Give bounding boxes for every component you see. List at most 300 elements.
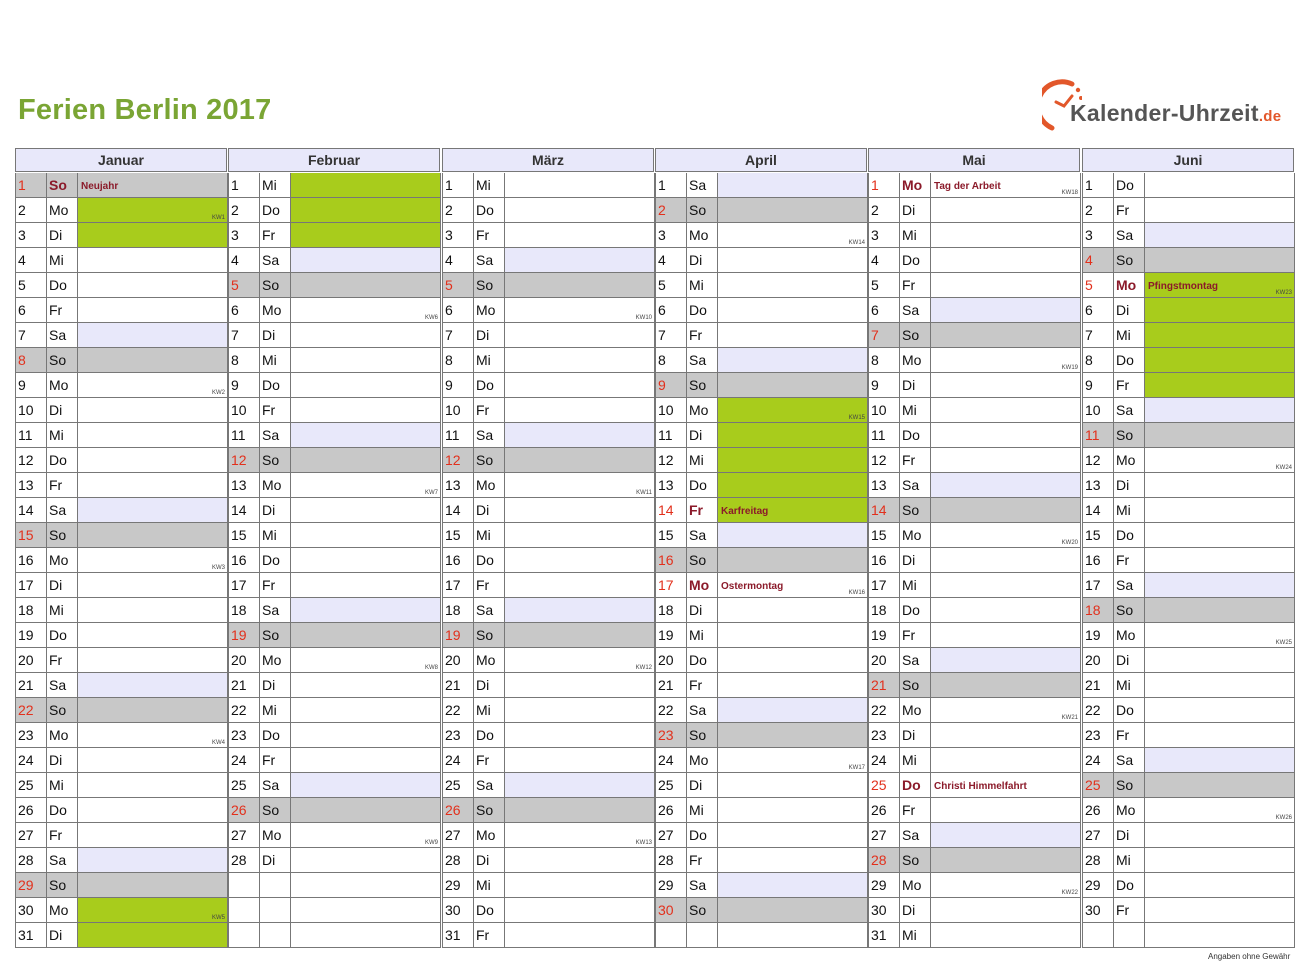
day-row: [228, 273, 441, 298]
day-event-cell: [78, 248, 227, 272]
day-row: [15, 498, 228, 523]
day-number: 11: [656, 423, 687, 447]
day-row: [15, 798, 228, 823]
weekday: Fr: [687, 673, 718, 697]
day-row: [868, 823, 1081, 848]
calendar-week-label: KW10: [635, 315, 652, 321]
day-number: 27: [443, 823, 474, 847]
empty-cell: [656, 923, 687, 947]
day-event-cell: [718, 423, 867, 447]
day-event-cell: [1145, 473, 1294, 497]
day-row: [1082, 273, 1295, 298]
day-row: [868, 223, 1081, 248]
weekday: So: [900, 673, 931, 697]
day-event-cell: [931, 398, 1080, 422]
day-event-cell: [931, 523, 1080, 547]
day-row: [228, 698, 441, 723]
day-number: 7: [443, 323, 474, 347]
day-event-cell: [291, 498, 440, 522]
weekday: Sa: [687, 873, 718, 897]
weekday: Di: [260, 673, 291, 697]
weekday: Fr: [900, 273, 931, 297]
empty-cell: [229, 898, 260, 922]
day-row: [655, 848, 868, 873]
day-row: [228, 298, 441, 323]
day-event-cell: [78, 348, 227, 372]
day-event-cell: [1145, 398, 1294, 422]
day-row: [655, 773, 868, 798]
weekday: So: [260, 448, 291, 472]
weekday: Sa: [687, 698, 718, 722]
day-event-cell: [291, 748, 440, 772]
day-event-cell: [291, 373, 440, 397]
empty-day-row: [1082, 923, 1295, 948]
day-event-cell: [291, 548, 440, 572]
day-number: 21: [443, 673, 474, 697]
weekday: Mo: [900, 698, 931, 722]
weekday: Di: [687, 423, 718, 447]
day-row: [442, 873, 655, 898]
day-number: 14: [656, 498, 687, 522]
day-number: 16: [443, 548, 474, 572]
day-number: 3: [869, 223, 900, 247]
day-number: 29: [656, 873, 687, 897]
weekday: Do: [687, 473, 718, 497]
day-event-cell: [931, 648, 1080, 672]
weekday: Mi: [260, 523, 291, 547]
day-row: [1082, 373, 1295, 398]
day-row: [15, 273, 228, 298]
weekday: Sa: [260, 598, 291, 622]
day-number: 23: [1083, 723, 1114, 747]
calendar-week-label: KW6: [424, 315, 438, 321]
weekday: Mi: [47, 423, 78, 447]
day-event-cell: [505, 348, 654, 372]
day-number: 5: [869, 273, 900, 297]
day-event-cell: [931, 698, 1080, 722]
day-number: 11: [16, 423, 47, 447]
day-number: 10: [869, 398, 900, 422]
calendar-week-label: KW1: [211, 215, 225, 221]
weekday: Mo: [260, 473, 291, 497]
weekday: Do: [1114, 523, 1145, 547]
day-row: [442, 423, 655, 448]
day-row: [868, 548, 1081, 573]
calendar-week-label: KW26: [1275, 815, 1292, 821]
weekday: Sa: [47, 848, 78, 872]
day-row: [1082, 423, 1295, 448]
weekday: Di: [1114, 473, 1145, 497]
day-number: 28: [1083, 848, 1114, 872]
day-event-cell: [718, 198, 867, 222]
day-number: 10: [1083, 398, 1114, 422]
day-event-cell: [505, 923, 654, 947]
day-event-cell: [505, 248, 654, 272]
day-event-cell: [505, 773, 654, 797]
weekday: Mo: [474, 823, 505, 847]
weekday: Fr: [474, 223, 505, 247]
weekday: Sa: [47, 323, 78, 347]
day-event-cell: [78, 548, 227, 572]
day-event-cell: [1145, 423, 1294, 447]
day-number: 24: [443, 748, 474, 772]
day-row: [442, 773, 655, 798]
weekday: Mi: [900, 223, 931, 247]
day-row: [868, 523, 1081, 548]
day-event-cell: [931, 498, 1080, 522]
weekday: Sa: [260, 423, 291, 447]
day-event-cell: [291, 448, 440, 472]
day-row: [655, 423, 868, 448]
day-row: [442, 348, 655, 373]
day-row: [442, 848, 655, 873]
weekday: Di: [687, 773, 718, 797]
weekday: So: [1114, 598, 1145, 622]
day-row: [442, 748, 655, 773]
day-number: 23: [443, 723, 474, 747]
day-number: 18: [869, 598, 900, 622]
holiday-label: Pfingstmontag: [1148, 281, 1218, 292]
weekday: Do: [474, 548, 505, 572]
day-row: [15, 173, 228, 198]
weekday: Fr: [260, 573, 291, 597]
day-number: 18: [443, 598, 474, 622]
weekday: Mo: [687, 398, 718, 422]
day-row: [1082, 523, 1295, 548]
day-event-cell: [505, 848, 654, 872]
day-event-cell: [78, 598, 227, 622]
weekday: Do: [900, 423, 931, 447]
day-row: [15, 598, 228, 623]
weekday: Sa: [900, 473, 931, 497]
day-event-cell: [291, 598, 440, 622]
day-number: 21: [1083, 673, 1114, 697]
day-number: 19: [1083, 623, 1114, 647]
day-number: 10: [443, 398, 474, 422]
weekday: Sa: [474, 773, 505, 797]
empty-day-row: [228, 923, 441, 948]
day-number: 6: [1083, 298, 1114, 322]
day-number: 27: [16, 823, 47, 847]
day-number: 16: [656, 548, 687, 572]
day-number: 8: [16, 348, 47, 372]
month-header: Januar: [15, 148, 227, 172]
day-number: 3: [656, 223, 687, 247]
weekday: Fr: [474, 398, 505, 422]
day-number: 20: [443, 648, 474, 672]
day-row: [1082, 623, 1295, 648]
logo-text: Kalender-Uhrzeit.de: [1070, 100, 1282, 126]
day-event-cell: [718, 723, 867, 747]
day-row: [228, 823, 441, 848]
calendar-week-label: KW25: [1275, 640, 1292, 646]
day-number: 8: [229, 348, 260, 372]
day-row: [442, 448, 655, 473]
weekday: Fr: [1114, 198, 1145, 222]
weekday: Mo: [47, 198, 78, 222]
day-row: [228, 498, 441, 523]
day-row: [442, 798, 655, 823]
day-number: 21: [16, 673, 47, 697]
day-number: 27: [229, 823, 260, 847]
day-event-cell: [291, 323, 440, 347]
day-row: [15, 323, 228, 348]
weekday: So: [47, 873, 78, 897]
calendar-week-label: KW14: [848, 240, 865, 246]
day-event-cell: [1145, 623, 1294, 647]
day-number: 19: [656, 623, 687, 647]
day-row: [868, 848, 1081, 873]
day-event-cell: [718, 473, 867, 497]
day-event-cell: [1145, 698, 1294, 722]
weekday: Mo: [900, 523, 931, 547]
calendar-week-label: KW16: [848, 590, 865, 596]
day-event-cell: [931, 248, 1080, 272]
day-row: [442, 923, 655, 948]
day-number: 13: [656, 473, 687, 497]
weekday: Do: [260, 198, 291, 222]
day-number: 2: [16, 198, 47, 222]
day-row: [15, 773, 228, 798]
day-row: [655, 623, 868, 648]
weekday: Sa: [687, 523, 718, 547]
day-number: 18: [656, 598, 687, 622]
day-event-cell: [931, 823, 1080, 847]
day-row: [868, 448, 1081, 473]
day-number: 29: [443, 873, 474, 897]
day-number: 22: [443, 698, 474, 722]
holiday-label: Christi Himmelfahrt: [934, 781, 1027, 792]
day-row: [442, 198, 655, 223]
month-column: [228, 148, 442, 950]
day-number: 19: [869, 623, 900, 647]
day-number: 15: [656, 523, 687, 547]
day-event-cell: [505, 648, 654, 672]
weekday: Sa: [260, 773, 291, 797]
weekday: Mi: [260, 173, 291, 197]
weekday: Mi: [474, 873, 505, 897]
calendar-week-label: KW24: [1275, 465, 1292, 471]
weekday: Mo: [260, 823, 291, 847]
day-event-cell: [718, 398, 867, 422]
day-number: 22: [16, 698, 47, 722]
day-number: 13: [869, 473, 900, 497]
day-row: [228, 248, 441, 273]
day-number: 8: [443, 348, 474, 372]
weekday: Mi: [1114, 673, 1145, 697]
day-row: [868, 723, 1081, 748]
day-row: [228, 648, 441, 673]
day-row: [655, 348, 868, 373]
weekday: So: [1114, 423, 1145, 447]
day-event-cell: [718, 573, 867, 597]
weekday: Do: [687, 648, 718, 672]
day-number: 25: [869, 773, 900, 797]
day-number: 28: [656, 848, 687, 872]
day-event-cell: [718, 873, 867, 897]
weekday: Do: [47, 798, 78, 822]
day-event-cell: [1145, 848, 1294, 872]
day-row: [442, 698, 655, 723]
day-event-cell: [1145, 748, 1294, 772]
weekday: Di: [47, 923, 78, 947]
day-number: 30: [1083, 898, 1114, 922]
day-row: [228, 448, 441, 473]
day-number: 7: [869, 323, 900, 347]
weekday: Sa: [900, 298, 931, 322]
weekday: So: [260, 798, 291, 822]
day-number: 16: [16, 548, 47, 572]
month-column: [868, 148, 1082, 950]
day-number: 3: [229, 223, 260, 247]
page-title: Ferien Berlin 2017: [18, 94, 272, 126]
day-number: 23: [869, 723, 900, 747]
day-number: 21: [869, 673, 900, 697]
weekday: Di: [900, 198, 931, 222]
day-row: [868, 248, 1081, 273]
day-number: 6: [229, 298, 260, 322]
day-event-cell: [718, 248, 867, 272]
day-row: [655, 173, 868, 198]
weekday: Di: [47, 748, 78, 772]
day-number: 25: [229, 773, 260, 797]
day-row: [868, 273, 1081, 298]
day-row: [442, 323, 655, 348]
weekday: Mi: [47, 248, 78, 272]
calendar-week-label: KW13: [635, 840, 652, 846]
day-event-cell: [718, 773, 867, 797]
day-number: 25: [1083, 773, 1114, 797]
day-row: [655, 873, 868, 898]
day-row: [442, 373, 655, 398]
day-event-cell: [505, 373, 654, 397]
day-number: 26: [16, 798, 47, 822]
day-row: [228, 323, 441, 348]
day-number: 12: [16, 448, 47, 472]
day-number: 25: [656, 773, 687, 797]
day-event-cell: [291, 423, 440, 447]
month-header: Mai: [868, 148, 1080, 172]
calendar-week-label: KW22: [1061, 890, 1078, 896]
day-event-cell: [1145, 773, 1294, 797]
day-event-cell: [291, 623, 440, 647]
weekday: Di: [900, 898, 931, 922]
day-event-cell: [931, 673, 1080, 697]
day-row: [868, 398, 1081, 423]
weekday: Fr: [1114, 373, 1145, 397]
day-event-cell: [291, 398, 440, 422]
weekday: Sa: [47, 673, 78, 697]
weekday: Mi: [1114, 498, 1145, 522]
day-row: [15, 698, 228, 723]
weekday: Fr: [474, 748, 505, 772]
day-row: [1082, 573, 1295, 598]
day-event-cell: [931, 548, 1080, 572]
weekday: So: [47, 348, 78, 372]
day-number: 1: [1083, 173, 1114, 197]
day-row: [655, 823, 868, 848]
day-event-cell: [291, 673, 440, 697]
holiday-label: Ostermontag: [721, 581, 784, 592]
day-event-cell: [718, 748, 867, 772]
day-event-cell: [1145, 573, 1294, 597]
day-event-cell: [291, 273, 440, 297]
day-number: 22: [229, 698, 260, 722]
day-row: [228, 523, 441, 548]
day-event-cell: [718, 523, 867, 547]
day-row: [15, 848, 228, 873]
day-row: [655, 698, 868, 723]
weekday: Mi: [687, 273, 718, 297]
day-number: 3: [16, 223, 47, 247]
day-row: [442, 248, 655, 273]
weekday: Di: [1114, 823, 1145, 847]
day-event-cell: [78, 748, 227, 772]
day-number: 31: [443, 923, 474, 947]
day-row: [1082, 648, 1295, 673]
day-row: [15, 573, 228, 598]
day-number: 10: [16, 398, 47, 422]
weekday: Fr: [1114, 548, 1145, 572]
day-number: 13: [16, 473, 47, 497]
month-header: März: [442, 148, 654, 172]
day-event-cell: [931, 723, 1080, 747]
weekday: Mo: [47, 723, 78, 747]
day-row: [655, 473, 868, 498]
day-event-cell: [78, 498, 227, 522]
weekday: Di: [900, 548, 931, 572]
weekday: Fr: [260, 398, 291, 422]
day-number: 26: [443, 798, 474, 822]
weekday: So: [900, 498, 931, 522]
day-event-cell: [505, 548, 654, 572]
weekday: Di: [900, 373, 931, 397]
weekday: Mi: [260, 348, 291, 372]
weekday: Do: [47, 623, 78, 647]
day-row: [655, 498, 868, 523]
day-event-cell: [78, 198, 227, 222]
day-row: [228, 598, 441, 623]
calendar-week-label: KW23: [1275, 290, 1292, 296]
empty-day-row: [228, 873, 441, 898]
day-event-cell: [1145, 348, 1294, 372]
day-row: [655, 273, 868, 298]
day-event-cell: [291, 473, 440, 497]
day-number: 22: [656, 698, 687, 722]
weekday: Fr: [47, 648, 78, 672]
day-row: [442, 273, 655, 298]
day-event-cell: [78, 573, 227, 597]
day-number: 17: [229, 573, 260, 597]
weekday: Fr: [47, 298, 78, 322]
day-row: [1082, 398, 1295, 423]
day-row: [228, 723, 441, 748]
day-event-cell: [291, 723, 440, 747]
month-column: [655, 148, 869, 950]
weekday: Mi: [474, 698, 505, 722]
weekday: Do: [900, 598, 931, 622]
day-number: 16: [1083, 548, 1114, 572]
day-number: 24: [656, 748, 687, 772]
day-number: 18: [229, 598, 260, 622]
day-row: [442, 823, 655, 848]
day-event-cell: [505, 173, 654, 197]
day-number: 9: [16, 373, 47, 397]
day-row: [1082, 298, 1295, 323]
day-number: 16: [869, 548, 900, 572]
day-event-cell: [505, 198, 654, 222]
weekday: Sa: [260, 248, 291, 272]
